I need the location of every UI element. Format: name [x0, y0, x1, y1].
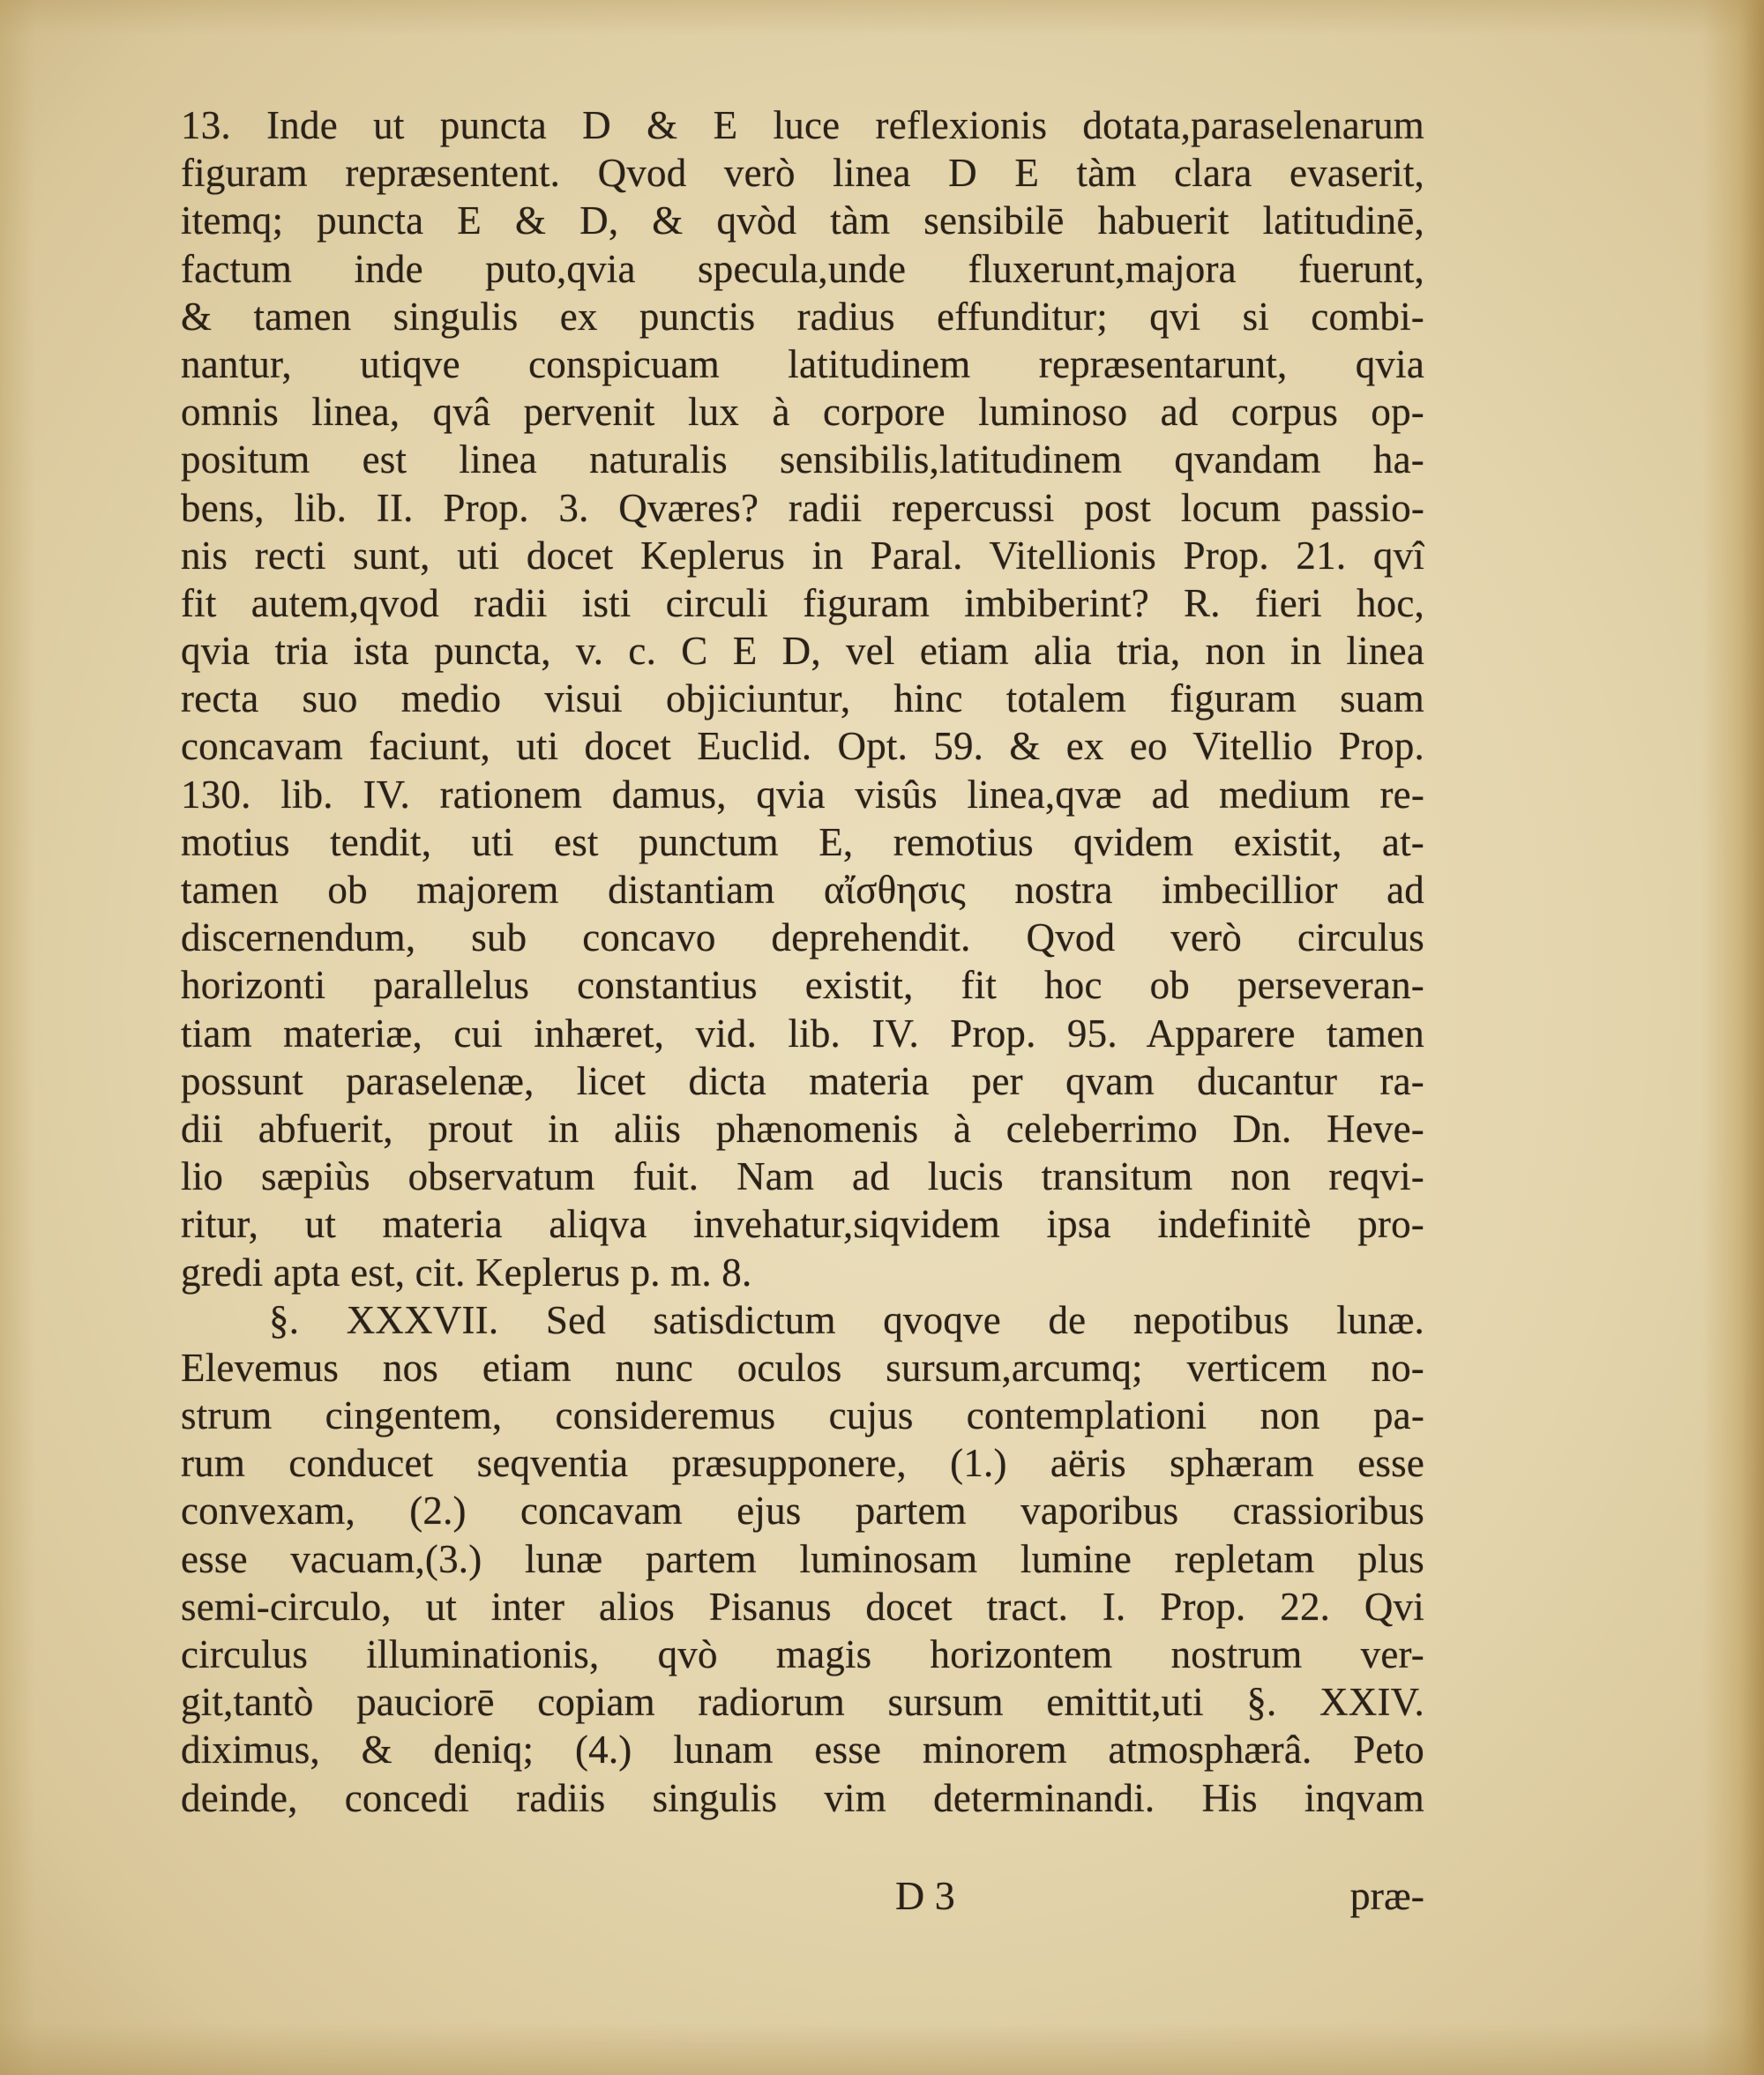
signature-mark: D 3: [895, 1873, 955, 1918]
text-line: strum cingentem, consideremus cujus contemplationi non pa-: [181, 1393, 1424, 1438]
text-line: deinde, concedi radiis singulis vim determinandi. His inqvam: [181, 1775, 1424, 1820]
text-line: lio sæpiùs observatum fuit. Nam ad lucis transitum non reqvi-: [181, 1154, 1424, 1199]
catchword: præ-: [1349, 1873, 1424, 1918]
text-line: concavam faciunt, uti docet Euclid. Opt. 59. & ex eo Vitellio Prop.: [181, 724, 1424, 769]
page-footer: [181, 1870, 1424, 1922]
section-heading-line: §. XXXVII. Sed satisdictum qvoqve de nepotibus lunæ.: [269, 1297, 1424, 1342]
text-line: circulus illuminationis, qvò magis horizontem nostrum ver-: [181, 1632, 1424, 1676]
page-edge-stain-right: [1702, 0, 1764, 2075]
page-edge-stain-bottom: [0, 2022, 1764, 2075]
text-line: positum est linea naturalis sensibilis,latitudinem qvandam ha-: [181, 437, 1424, 482]
text-line: & tamen singulis ex punctis radius effunditur; qvi si combi-: [181, 294, 1424, 339]
page-edge-stain-top: [0, 0, 1764, 35]
text-line: figuram repræsentent. Qvod verò linea D E tàm clara evaserit,: [181, 151, 1424, 196]
text-line: 13. Inde ut puncta D & E luce reflexionis dotata,paraselenarum: [181, 103, 1424, 147]
text-line: git,tantò pauciorē copiam radiorum sursum emittit,uti §. XXIV.: [181, 1680, 1424, 1725]
text-line: omnis linea, qvâ pervenit lux à corpore luminoso ad corpus op-: [181, 390, 1424, 435]
text-line: convexam, (2.) concavam ejus partem vaporibus crassioribus: [181, 1489, 1424, 1534]
text-line: nantur, utiqve conspicuam latitudinem repræsentarunt, qvia: [181, 341, 1424, 386]
text-line: nis recti sunt, uti docet Keplerus in Paral. Vitellionis Prop. 21. qvî: [181, 533, 1424, 578]
text-line: factum inde puto,qvia specula,unde fluxerunt,majora fuerunt,: [181, 246, 1424, 291]
text-line: recta suo medio visui objiciuntur, hinc totalem figuram suam: [181, 676, 1424, 721]
text-line: gredi apta est, cit. Keplerus p. m. 8.: [181, 1250, 752, 1295]
text-line: 130. lib. IV. rationem damus, qvia visûs linea,qvæ ad medium re-: [181, 772, 1424, 817]
text-line: tamen ob majorem distantiam αἴσθησις nostra imbecillior ad: [181, 868, 1424, 912]
text-line: itemq; puncta E & D, & qvòd tàm sensibilē habuerit latitudinē,: [181, 198, 1424, 243]
text-line: rum conducet seqventia præsupponere, (1.) aëris sphæram esse: [181, 1441, 1424, 1486]
text-line: diximus, & deniq; (4.) lunam esse minorem atmosphærâ. Peto: [181, 1728, 1424, 1773]
text-line: dii abfuerit, prout in aliis phænomenis à celeberrimo Dn. Heve-: [181, 1106, 1424, 1151]
text-line: Elevemus nos etiam nunc oculos sursum,arcumq; verticem no-: [181, 1345, 1424, 1390]
text-line: semi-circulo, ut inter alios Pisanus docet tract. I. Prop. 22. Qvi: [181, 1584, 1424, 1629]
text-line: motius tendit, uti est punctum E, remotius qvidem existit, at-: [181, 819, 1424, 864]
text-line: qvia tria ista puncta, v. c. C E D, vel etiam alia tria, non in linea: [181, 629, 1424, 674]
text-line: discernendum, sub concavo deprehendit. Qvod verò circulus: [181, 915, 1424, 960]
text-line: esse vacuam,(3.) lunæ partem luminosam lumine repletam plus: [181, 1536, 1424, 1581]
text-line: possunt paraselenæ, licet dicta materia per qvam ducantur ra-: [181, 1058, 1424, 1103]
text-line: tiam materiæ, cui inhæret, vid. lib. IV. Prop. 95. Apparere tamen: [181, 1011, 1424, 1056]
text-line: bens, lib. II. Prop. 3. Qværes? radii repercussi post locum passio-: [181, 485, 1424, 530]
page-edge-stain-left: [0, 0, 35, 2075]
text-line: horizonti parallelus constantius existit, fit hoc ob perseveran-: [181, 963, 1424, 1008]
text-line: ritur, ut materia aliqva invehatur,siqvidem ipsa indefinitè pro-: [181, 1202, 1424, 1247]
body-text: [181, 101, 1424, 1822]
text-line: fit autem,qvod radii isti circuli figuram imbiberint? R. fieri hoc,: [181, 580, 1424, 625]
